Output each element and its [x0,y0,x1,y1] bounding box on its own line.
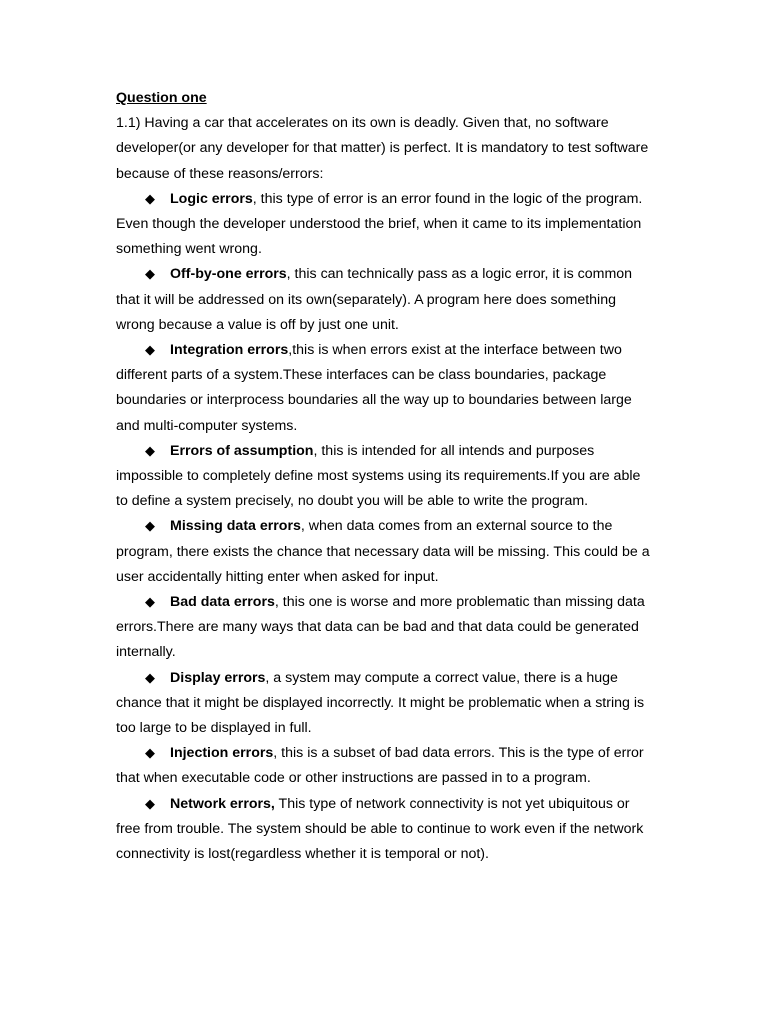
diamond-bullet-icon: ◆ [145,518,155,534]
list-item-integration-errors [116,338,656,439]
item-term: Off-by-one errors [170,266,287,283]
list-item-missing-data-errors [116,514,656,590]
list-item-network-errors [116,792,656,868]
item-text: , this type of error is an error found in the logic of the program. Even though the developer understood the brief, when it came to its implementation something went wrong. [116,190,643,258]
list-item-off-by-one-errors [116,262,656,338]
diamond-bullet-icon: ◆ [145,342,155,358]
item-term: Bad data errors [170,594,275,611]
list-item-logic-errors [116,187,656,263]
item-text: , this can technically pass as a logic error, it is common that it will be addressed on its own(separately). A program here does something wrong because a value is off by just one unit. [116,266,633,333]
diamond-bullet-icon: ◆ [145,266,155,282]
item-term: Errors of assumption [170,442,314,459]
item-text: , this one is worse and more problematic than missing data errors.There are many ways that data can be bad and that data could be generated internally. [116,594,645,661]
document-page [116,86,656,867]
item-term: Network errors, [170,795,275,812]
item-text: , a system may compute a correct value, there is a huge chance that it might be displayed incorrectly. It might be problematic when a string is too large to be displayed in full. [116,669,645,737]
diamond-bullet-icon: ◆ [145,190,155,206]
diamond-bullet-icon: ◆ [145,745,155,761]
item-term: Missing data errors [170,518,301,535]
item-text: , this is a subset of bad data errors. This is the type of error that when executable code or other instructions are passed in to a program. [116,745,644,787]
item-text: , this is intended for all intends and purposes impossible to completely define most systems using its requirements.If you are able to define a system precisely, no doubt you will be able to write the program. [116,442,641,510]
diamond-bullet-icon: ◆ [145,669,155,685]
item-text: This type of network connectivity is not yet ubiquitous or free from trouble. The system should be able to continue to work even if the network connectivity is lost(regardless whether it is temporal or not). [116,795,644,863]
item-text: , when data comes from an external source to the program, there exists the chance that necessary data will be missing. This could be a user accidentally hitting enter when asked for input. [116,518,650,585]
item-term: Integration errors [170,342,289,359]
intro-paragraph: 1.1) Having a car that accelerates on its own is deadly. Given that, no software developer(or any developer for that matter) is perfect. It is mandatory to test software because of these reasons/errors: [116,115,649,182]
diamond-bullet-icon: ◆ [145,594,155,610]
item-term: Logic errors [170,190,253,207]
list-item-bad-data-errors [116,590,656,666]
item-term: Display errors [170,669,266,686]
item-text: ,this is when errors exist at the interface between two different parts of a system.These interfaces can be class boundaries, package boundaries or interprocess boundaries all the way up to boundaries between large and multi-computer systems. [116,342,632,434]
list-item-injection-errors [116,741,656,791]
question-heading: Question one [116,90,207,106]
diamond-bullet-icon: ◆ [145,442,155,458]
list-item-errors-of-assumption [116,439,656,515]
diamond-bullet-icon: ◆ [145,795,155,811]
item-term: Injection errors [170,745,274,762]
list-item-display-errors [116,666,656,742]
